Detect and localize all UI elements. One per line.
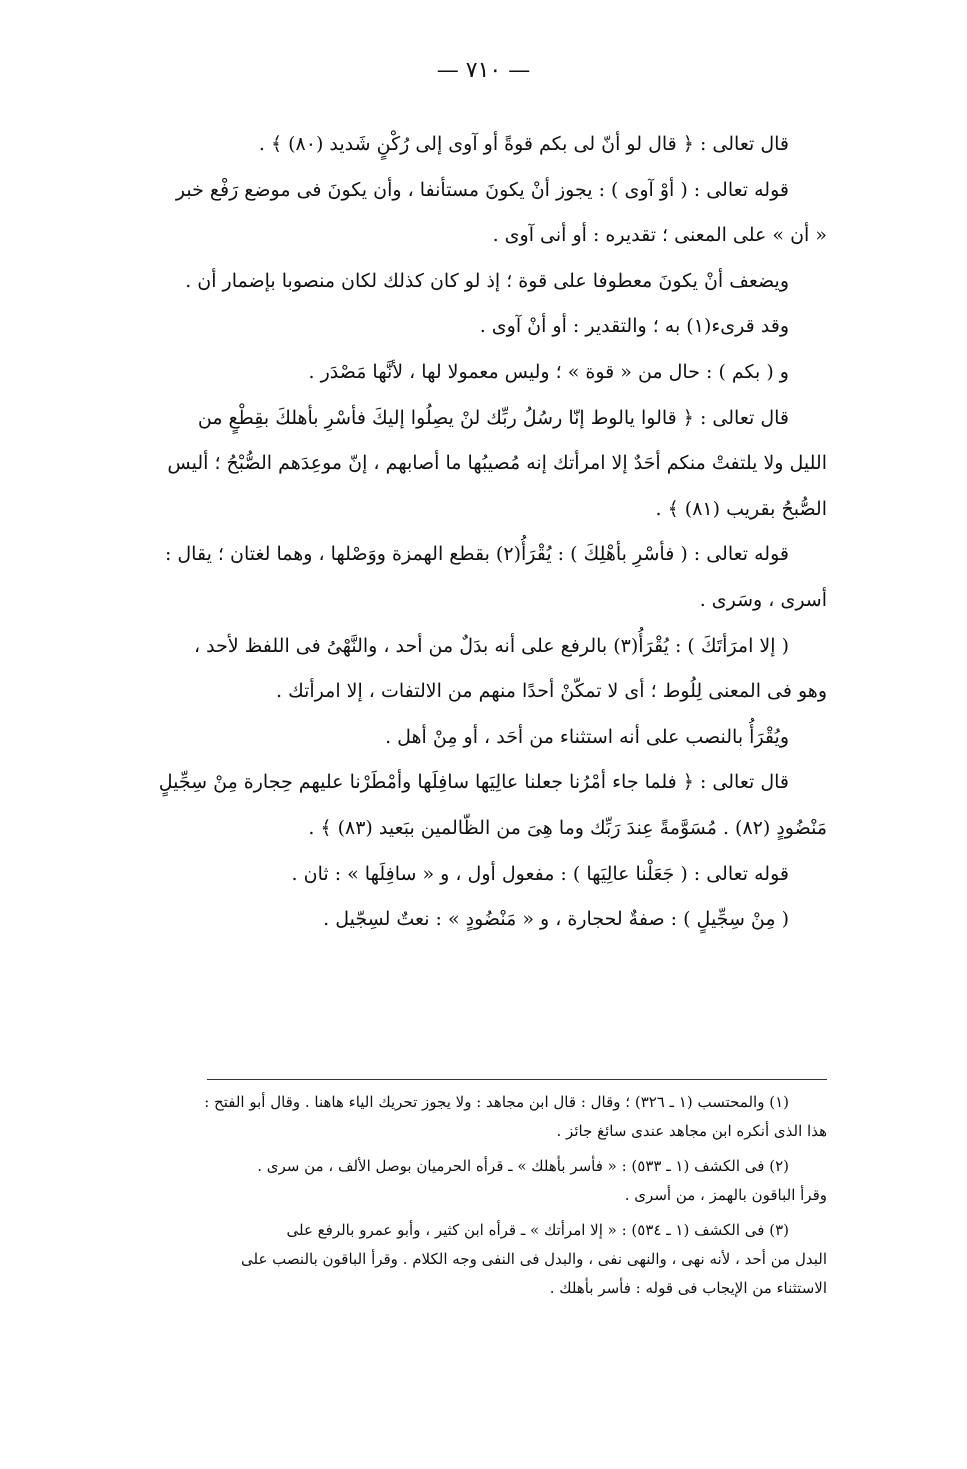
text-line: أسرى ، وسَرى .	[699, 588, 827, 611]
text-line: قال تعالى : ﴿ قالوا يالوط إنّا رسُلُ ربِّك لنْ يصِلُوا إليكَ فأسْرِ بأهلكَ بقِطْعٍ من	[197, 406, 789, 429]
text-line: وقد قرىء(١) به ؛ والتقدير : أو أنْ آوى .	[479, 315, 789, 338]
text-line: الصُّبحُ بقريب (٨١) ﴾ .	[655, 497, 827, 520]
footnote	[27, 1152, 827, 1210]
footnote-line: وقرأ الباقون بالهمز ، من أسرى .	[624, 1186, 827, 1204]
footnote	[27, 1216, 827, 1303]
text-line: و ( بكم ) : حال من « قوة » ؛ وليس معمولا لها ، لأنَّها مَصْدَر .	[308, 360, 789, 383]
footnote-line: هذا الذى أنكره ابن مجاهد عندى سائغ جائز .	[556, 1122, 827, 1140]
footnote-divider	[207, 1079, 827, 1080]
text-line: ( مِنْ سِجِّيلٍ ) : صفةٌ لحجارة ، و « مَنْضُودٍ » : نعتٌ لسِجّيل .	[323, 908, 789, 931]
text-line: « أن » على المعنى ؛ تقديره : أو أنى آوى .	[492, 224, 827, 247]
text-line: ويضعف أنْ يكونَ معطوفا على قوة ؛ إذ لو كان كذلك لكان منصوبا بإضمار أن .	[185, 269, 789, 292]
text-line: الليل ولا يلتفتْ منكم أحَدٌ إلا امرأتك إنه مُصيبُها ما أصابهم ، إنّ موعِدَهم الصُّبْحُ ؛ أليس	[167, 452, 827, 475]
text-line: قوله تعالى : ( أوْ آوى ) : يجوز أنْ يكونَ مستأنفا ، وأن يكونَ فى موضع رَفْع خبر	[175, 178, 789, 201]
text-line: قال تعالى : ﴿ فلما جاء أمْرُنا جعلنا عالِيَها سافِلَها وأمْطَرْنا عليهم حِجارة مِنْ سِجِّيلٍ	[158, 771, 789, 794]
text-line: قوله تعالى : ( جَعَلْنا عالِيَها ) : مفعول أول ، و « سافِلَها » : ثان .	[291, 862, 789, 885]
footnote-line: (١) والمحتسب (١ ـ ٣٢٦) ؛ وقال : قال ابن مجاهد : ولا يجوز تحريك الياء هاهنا . وقال أبو الفتح :	[204, 1093, 789, 1111]
text-line: مَنْضُودٍ (٨٢) . مُسَوَّمةً عِندَ رَبِّك وما هِىَ من الظّالمين ببَعيد (٨٣) ﴾ .	[308, 816, 827, 839]
footnote-line: الاستثناء من الإيجاب فى قوله : فأسر بأهلك .	[549, 1279, 827, 1297]
text-line: قوله تعالى : ( فأسْرِ بأهْلِكَ ) : يُقْرَأُ(٢) بقطع الهمزة ووَصْلها ، وهما لغتان ؛ يقال :	[164, 543, 789, 566]
text-line: ( إلا امرَأتَكَ ) : يُقْرَأُ(٣) بالرفع على أنه بدَلٌ من أحد ، والنَّهْىُ فى اللفظ لأحد ،	[193, 634, 789, 657]
footnotes	[27, 1088, 827, 1303]
footnote-line: (٣) فى الكشف (١ ـ ٥٣٤) : « إلا امرأتك » ـ قرأه ابن كثير ، وأبو عمرو بالرفع على	[286, 1221, 789, 1239]
footnote-line: (٢) فى الكشف (١ ـ ٥٣٣) : « فأسر بأهلك » ـ قرأه الحرميان بوصل الألف ، من سرى .	[257, 1157, 789, 1175]
page-number: — ٧١٠ —	[436, 58, 531, 83]
footnote-line: البدل من أحد ، لأنه نهى ، والنهى نفى ، والبدل فى النفى وجه الكلام . وقرأ الباقون بالنصب على	[241, 1250, 827, 1268]
footnote	[27, 1088, 827, 1146]
main-text	[27, 122, 827, 943]
text-line: ويُقْرَأُ بالنصب على أنه استثناء من أحَد ، أو مِنْ أهل .	[385, 725, 789, 748]
text-line: وهو فى المعنى لِلُوط ؛ أى لا تمكّنْ أحدًا منهم من الالتفات ، إلا امرأتك .	[276, 680, 827, 703]
text-line: قال تعالى : ﴿ قال لو أنّ لى بكم قوةً أو آوى إلى رُكْنٍ شَديد (٨٠) ﴾ .	[258, 133, 789, 155]
